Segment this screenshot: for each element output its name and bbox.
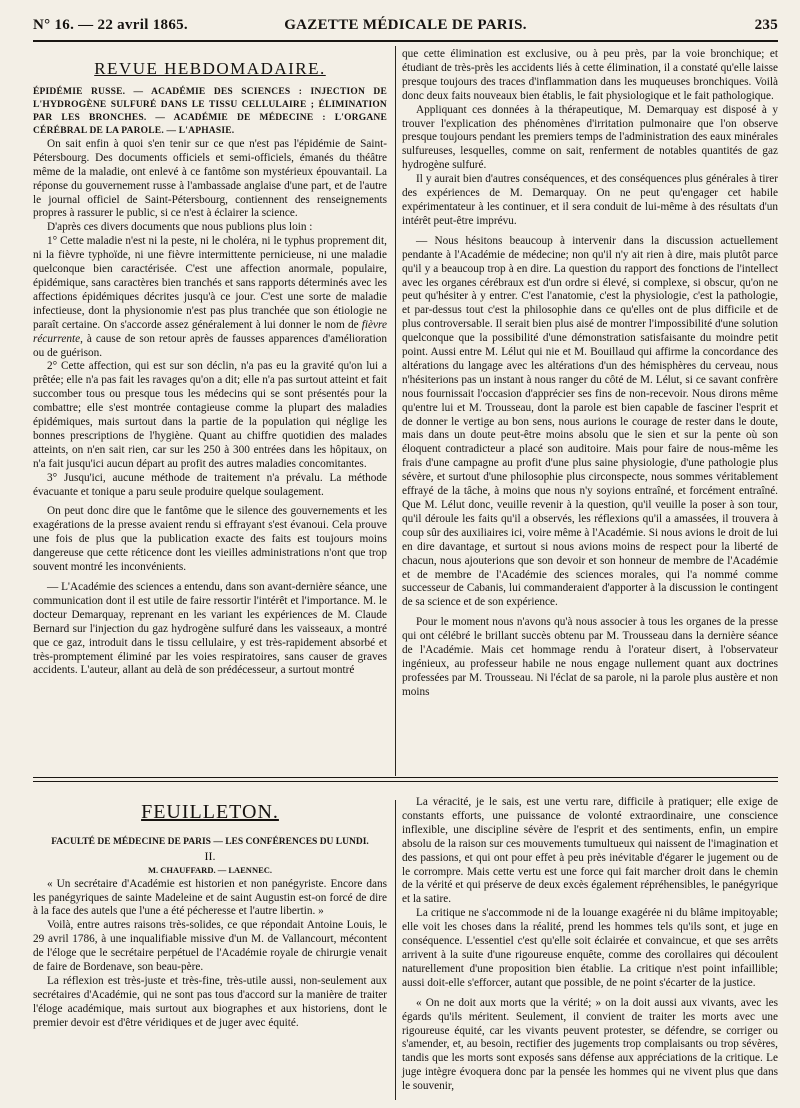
feuilleton-names: M. CHAUFFARD. — LAENNEC. — [147, 864, 273, 875]
fever-tail: , à cause de son retour après de fausses apparences d'amélioration ou de guérison. — [33, 332, 387, 359]
feuilleton-paragraph: La véracité, je le sais, est une vertu rare, difficile à pratiquer; elle exige de constants efforts, une puissance de volonté extraordinaire, une conscience inflexible, une discipline sévère de l'esprit et des sentiments, enfin, un empire absolu de la raison sur ces mouvements tumultueux qui naissent de l'imagination et des passions, et qui ont pour effet à peu près inévitable d'égarer le jugement ou de le corrompre. Mais cette vertu est une force qui fait marcher droit dans le chemin de la vérité et qui préserve de deux excès également répréhensibles, le panégyrique et la satire. — [402, 796, 778, 906]
revue-paragraph: On sait enfin à quoi s'en tenir sur ce que n'est pas l'épidémie de Saint-Pétersbourg. Des documents officiels et semi-officiels, émanés du théâtre même de la maladie, ont enlevé à ce fantôme son mystérieux épouvantail. La réponse du gouvernement russe à l'ambassade anglaise d'une part, et de l'autre le journal officiel de Saint-Pétersbourg, contiennent des renseignements propres à rassurer le public, si ce n'est à éclairer la science. — [33, 137, 387, 220]
revue-paragraph: 2° Cette affection, qui est sur son déclin, n'a pas eu la gravité qu'on lui a prêtée; elle n'a pas fait les ravages qu'on a dit; elle n'a pas surtout atteint et fait succomber tous ou presque tous les médecins qui se sont présentés pour la combattre; elle s'est montrée contagieuse comme la plupart des maladies épidémiques, mais surtout dans la partie de la population qui néglige les bonnes prescriptions de l'hygiène. Quant au chiffre quotidien des malades atteints, on n'en sait rien, car sur les 250 à 300 entrées dans les hôpitaux, on n'a fait jusqu'ici aucun départ au profit des autres maladies concomitantes. — [33, 360, 387, 470]
page-number: 235 — [754, 17, 778, 33]
revue-paragraph: Pour le moment nous n'avons qu'à nous associer à tous les organes de la presse qui ont célébré le brillant succès obtenu par M. Trousseau dans la dernière séance de l'Académie. Mais cet hommage rendu à l'orateur disert, à l'observateur ingénieux, au professeur habile ne nous engage nullement quant aux doctrines professées par M. Trousseau. Ni l'éclat de sa parole, ni la parole plus austère et non moins — [402, 616, 778, 698]
revue-paragraph: que cette élimination est exclusive, ou à peu près, par la voie bronchique; et étudiant de très-près les accidents liés à cette élimination, il a constaté qu'elle laisse presque toujours des traces d'inflammation dans les muqueuses bronchiques. Voilà donc deux faits nouveaux bien établis, le fait physiologique et le fait pathologique. — [402, 48, 778, 102]
revue-left-column — [33, 59, 388, 678]
feuilleton-faculty: FACULTÉ DE MÉDECINE DE PARIS — LES CONFÉRENCES DU LUNDI. — [51, 836, 369, 847]
revue-paragraph-fever — [33, 235, 387, 360]
feuilleton-number: II. — [204, 848, 216, 863]
fever-name: fièvre récurrente — [33, 318, 387, 345]
page-header — [33, 14, 778, 42]
revue-paragraph: — L'Académie des sciences a entendu, dans son avant-dernière séance, une communication dont il est utile de faire ressortir l'intérêt et l'importance. M. le docteur Demarquay, reprenant en les variant les expériences de M. Claude Bernard sur l'injection du gaz hydrogène sulfuré dans les vaisseaux, a montré que ce gaz, introduit dans le tissu cellulaire, y est très-rapidement absorbé et très-promptement éliminé par les voies respiratoires, sans causer de graves accidents. L'auteur, allant au delà de son prédécesseur, a surtout montré — [33, 581, 388, 677]
revue-summary: ÉPIDÉMIE RUSSE. — ACADÉMIE DES SCIENCES : INJECTION DE L'HYDROGÈNE SULFURÉ DANS LE TISSU CELLULAIRE ; ÉLIMINATION PAR LES BRONCHES. — ACADÉMIE DE MÉDECINE : L'ORGANE CÉRÉBRAL DE LA PAROLE. — L'APHASIE. — [33, 86, 387, 136]
column-divider-bottom — [395, 800, 396, 1100]
feuilleton-paragraph: « Un secrétaire d'Académie est historien et non panégyriste. Encore dans les panégyriques de sainte Madeleine et de saint Augustin est-on forcé de dire à la face des autels que l'une a été pécheresse et l'autre libertin. » — [33, 877, 387, 918]
revue-paragraph: On peut donc dire que le fantôme que le silence des gouvernements et les exagérations de la presse avaient rendu si effrayant s'est évanoui. Cela prouve une fois de plus que la publication exacte des faits est toujours moins dangereuse que cette réticence dont les vieilles administrations n'ont que trop souvent montré les inconvénients. — [33, 505, 387, 574]
revue-paragraph: Appliquant ces données à la thérapeutique, M. Demarquay est disposé à y trouver l'explication des phénomènes d'irritation pulmonaire que l'on observe presque toujours pendant les premiers temps de l'administration des eaux minérales sulfureuses, lesquelles, comme on sait, renferment de notables quantités de gaz hydrogène sulfuré. — [402, 103, 778, 172]
revue-paragraph-text: 1° Cette maladie n'est ni la peste, ni le choléra, ni le typhus proprement dit, ni la fièvre typhoïde, ni une fièvre intermittente pernicieuse, ni une maladie quelconque bien caractérisée. C'est une affection anormale, populaire, épidémique, sans caractères bien tranchés et sans rapports déterminés avec les affections épidémiques décrites jusqu'à ce jour. C'est une sorte de maladie infectieuse, dont la physionomie n'est pas plus tranchée que son étiologie ne paraît certaine. On s'accorde assez généralement à lui donner le nom de — [33, 235, 387, 331]
column-divider-top — [395, 46, 396, 776]
feuilleton-paragraph: Voilà, entre autres raisons très-solides, ce que répondait Antoine Louis, le 29 avril 1786, à une inqualifiable missive d'un M. de Vallancourt, mécontent de l'éloge que le secrétaire perpétuel de l'Académie royale de chirurgie venait de faire de Bordenave, son beau-père. — [33, 919, 387, 974]
issue-number: N° 16. — 22 avril 1865. — [33, 17, 188, 33]
feuilleton-title: FEUILLETON. — [141, 801, 279, 823]
revue-paragraph: Il y aurait bien d'autres conséquences, et des conséquences plus générales à tirer des expériences de M. Demarquay. On ne peut qu'engager cet habile expérimentateur à les continuer, et il sera conduit de lui-même à des résultats d'un intérêt peut-être imprévu. — [402, 173, 778, 227]
section-divider — [33, 781, 778, 782]
revue-paragraph: — Nous hésitons beaucoup à intervenir dans la discussion actuellement pendante à l'Académie de médecine; non qu'il n'y ait rien à dire, mais plutôt parce qu'il y a beaucoup trop à en dire. La question du rapport des fonctions de l'intellect avec les organes cérébraux est d'un ordre si élevé, si complexe, si obscur, qu'on ne peut qu'hésiter à y entrer. C'est l'anatomie, c'est la physiologie, c'est la pathologie, et par-dessus tout c'est la philosophie dans ce qu'elles ont de plus difficile et de plus controversable. Il serait bien plus aisé de montrer l'impossibilité d'une solution quelconque que la possibilité d'une démonstration satisfaisante du moindre petit point. Aussi entre M. Lélut qui nie et M. Bouillaud qui affirme la concordance des altérations du langage avec les altérations d'un des hémisphères du cerveau, nous n'hésiterions pas un instant à nous ranger du côté de M. Lélut, si ce savant confrère nous fournissait l'occasion d'apprécier ses fins de non-recevoir. Nous dirons même qu'entre lui et M. Trousseau, dont la parole est bien capable de fasciner l'esprit et de donner le vertige au bon sens, nous aurions le courage de rester dans le doute, mais dans un doute peut-être moins absolu que le sien et sur la pente où son éloquent contradicteur a placé son auditoire. Mais pour faire de nous-même les frais d'une campagne au profit d'une plus saine physiologie, d'une pathologie plus sévère, et surtout d'une philosophie plus circonspecte, nous sommes véritablement effrayé de la tâche, à moins que nous n'y soyions entraîné, et forcément entraîné. Que M. Lélut donc, veuille revenir à la question, qu'il veuille la poser à son tour, qu'il déroule les faits qu'il a observés, les réflexions qu'il a amassées, il trouvera à coup sûr des auxiliaires ici, voire même à l'Académie. Si nous avions le droit de lui en dire davantage, et surtout si nous avions moins de respect pour la liberté de chacun, nous ajouterions que son devoir et son honneur de membre de l'Académie et de membre de l'Académie des sciences morales, qui l'a nommé comme successeur de Cabanis, lui commanderaient d'apporter à la discussion le contingent de sa science et de son expérience. — [402, 234, 778, 609]
feuilleton-left-column — [33, 800, 387, 1031]
revue-title: REVUE HEBDOMADAIRE. — [94, 59, 326, 78]
feuilleton-right-column — [402, 796, 778, 1094]
feuilleton-paragraph: La réflexion est très-juste et très-fine, très-utile aussi, non-seulement aux secrétaires d'Académie, qui ne sont pas tous d'accord sur la manière de traiter l'éloge académique, mais surtout aux biographes et aux historiens, dont le premier devoir est d'être véridiques et de juger avec équité. — [33, 974, 387, 1029]
revue-paragraph: 3° Jusqu'ici, aucune méthode de traitement n'a prévalu. La méthode évacuante et tonique a paru seule produire quelque soulagement. — [33, 471, 387, 498]
newspaper-title: GAZETTE MÉDICALE DE PARIS. — [284, 17, 527, 33]
revue-paragraph: D'après ces divers documents que nous publions plus loin : — [47, 221, 313, 234]
section-divider — [33, 777, 778, 778]
revue-right-column — [402, 48, 778, 700]
feuilleton-paragraph: « On ne doit aux morts que la vérité; » on la doit aussi aux vivants, avec les égards qu'ils méritent. Seulement, il convient de traiter les morts avec une rigoureuse équité, car les vivants peuvent protester, se défendre, se corriger ou s'amender, et, au besoin, rectifier des jugements trop complaisants ou trop sévères, tandis que les morts sont exposés sans défense aux appréciations de la critique. Le juge intègre évoquera donc par la pensée les hommes qui ne vivent plus que dans le souvenir, — [402, 996, 778, 1093]
feuilleton-paragraph: La critique ne s'accommode ni de la louange exagérée ni du blâme impitoyable; elle voit les choses dans la réalité, prend les hommes tels qu'ils sont, et juge en conséquence. L'essentiel c'est qu'elle soit éclairée et convaincue, et que ses arrêts arrivent à la suite d'une rigoureuse enquête, comme des corollaires qui découlent naturellement d'une proposition bien établie. La critique n'est point infaillible; aussi doit-elle s'efforcer, autant que possible, de ne point s'écarter de la justice. — [402, 907, 778, 989]
